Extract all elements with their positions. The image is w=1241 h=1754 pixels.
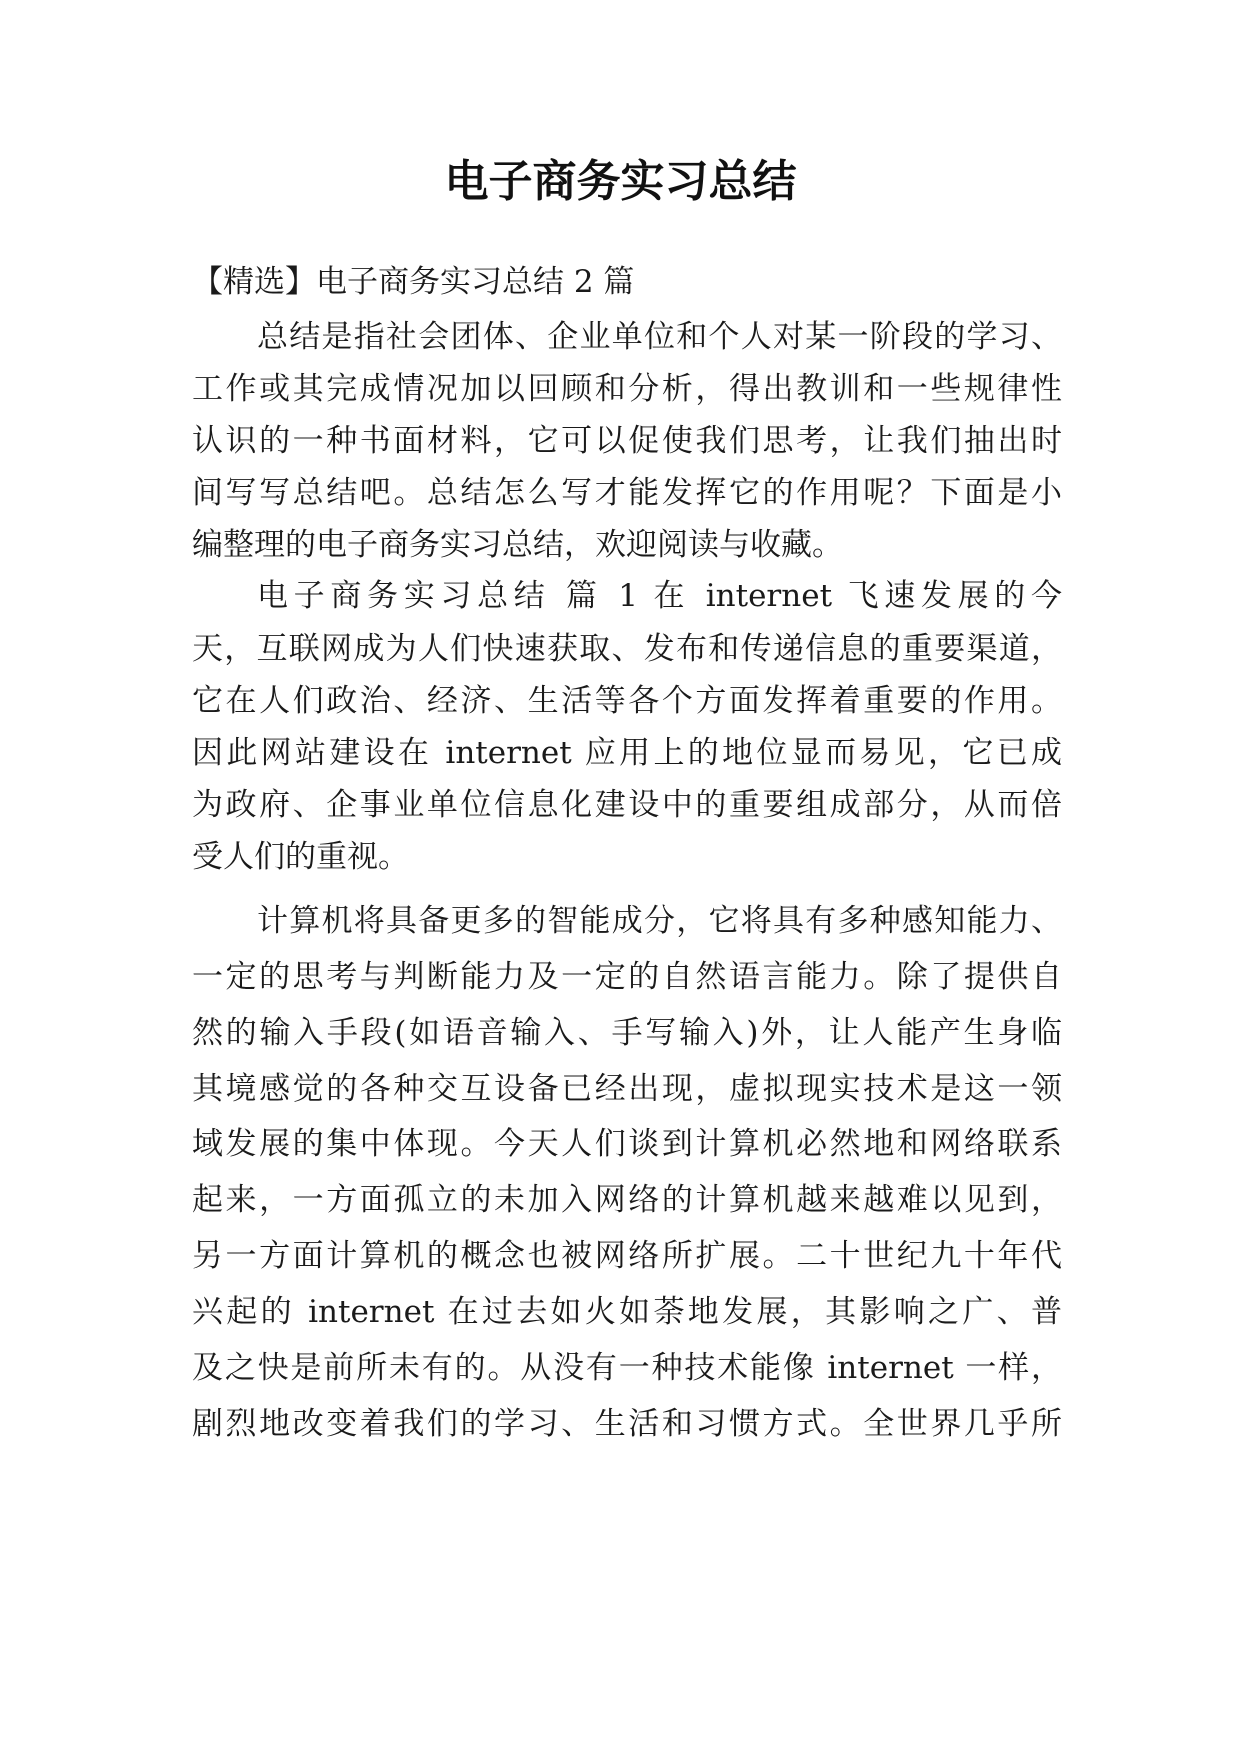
paragraph-line: 一定的思考与判断能力及一定的自然语言能力。除了提供自 [192,959,1062,995]
paragraph-line: 兴起的 internet 在过去如火如荼地发展，其影响之广、普 [192,1294,1062,1330]
paragraph-line: 剧烈地改变着我们的学习、生活和习惯方式。全世界几乎所 [192,1406,1062,1442]
paragraph-line: 为政府、企事业单位信息化建设中的重要组成部分，从而倍 [192,787,1062,823]
paragraph-line: 受人们的重视。 [192,839,409,875]
paragraph-line: 认识的一种书面材料，它可以促使我们思考，让我们抽出时 [192,423,1062,459]
paragraph-line: 总结是指社会团体、企业单位和个人对某一阶段的学习、 [257,319,1062,355]
paragraph-line: 它在人们政治、经济、生活等各个方面发挥着重要的作用。 [192,683,1062,719]
paragraph-line: 编整理的电子商务实习总结，欢迎阅读与收藏。 [192,527,843,563]
paragraph-line: 天，互联网成为人们快速获取、发布和传递信息的重要渠道， [192,631,1062,667]
paragraph-line: 域发展的集中体现。今天人们谈到计算机必然地和网络联系 [192,1126,1062,1162]
section-heading-line: 电子商务实习总结 篇 1 在 internet 飞速发展的今 [257,578,1062,614]
paragraph-line: 起来，一方面孤立的未加入网络的计算机越来越难以见到， [192,1182,1062,1218]
paragraph-line: 然的输入手段(如语音输入、手写输入)外，让人能产生身临 [192,1015,1062,1051]
document-subtitle: 【精选】电子商务实习总结 2 篇 [192,264,635,300]
paragraph-line: 计算机将具备更多的智能成分，它将具有多种感知能力、 [257,903,1062,939]
paragraph-line: 另一方面计算机的概念也被网络所扩展。二十世纪九十年代 [192,1238,1062,1274]
paragraph-line: 工作或其完成情况加以回顾和分析，得出教训和一些规律性 [192,371,1062,407]
paragraph-line: 其境感觉的各种交互设备已经出现，虚拟现实技术是这一领 [192,1071,1062,1107]
paragraph-line: 因此网站建设在 internet 应用上的地位显而易见，它已成 [192,735,1062,771]
document-title: 电子商务实习总结 [444,156,797,207]
paragraph-line: 及之快是前所未有的。从没有一种技术能像 internet 一样， [192,1350,1062,1386]
paragraph-line: 间写写总结吧。总结怎么写才能发挥它的作用呢？下面是小 [192,475,1062,511]
